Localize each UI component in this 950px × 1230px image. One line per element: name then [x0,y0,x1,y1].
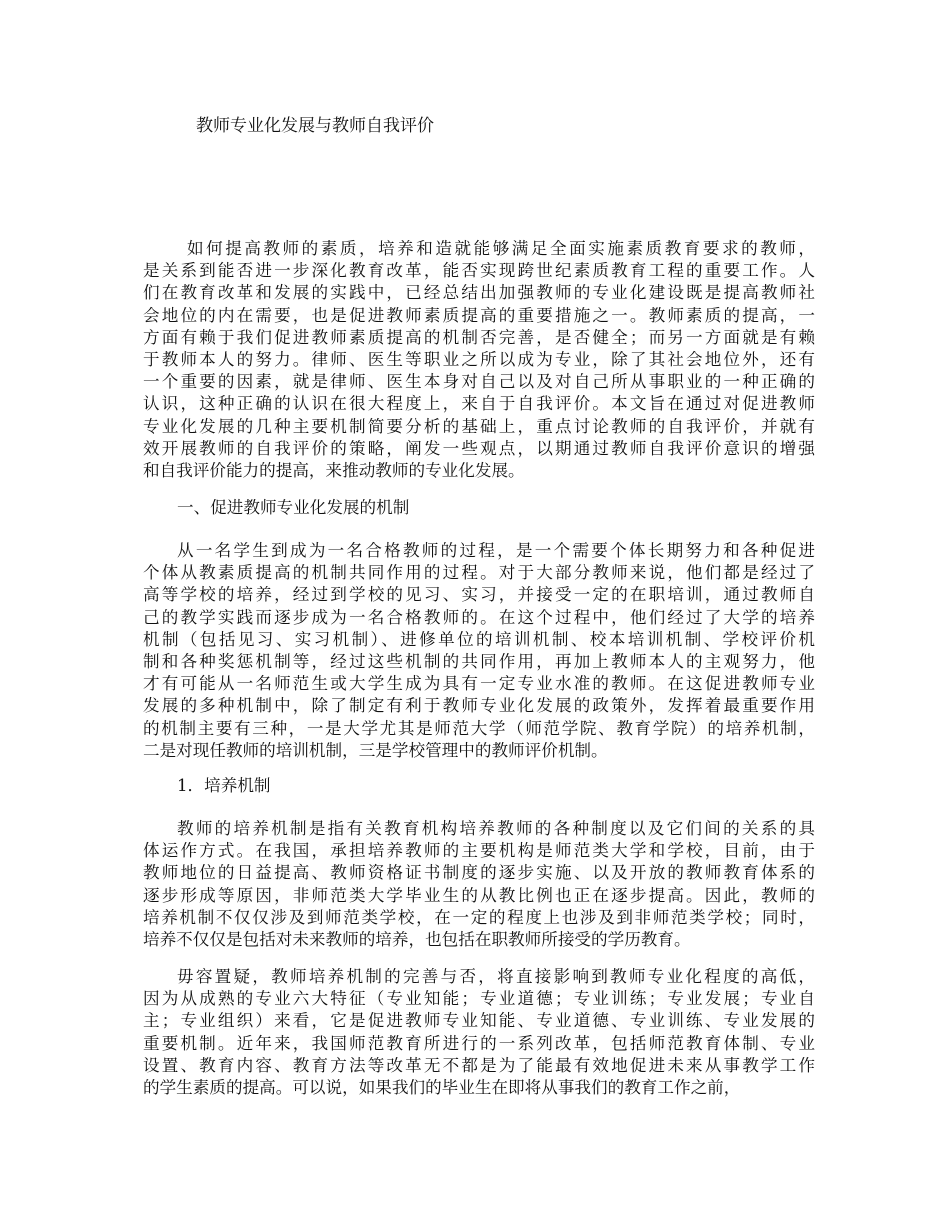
text-line: 效开展教师的自我评价的策略，阐发一些观点，以期通过教师自我评价意识的增强 [143,438,815,458]
text-line: 制和各种奖惩机制等，经过这些机制的共同作用，再加上教师本人的主观努力，他 [143,651,815,671]
text-line: 培养机制不仅仅涉及到师范类学校，在一定的程度上也涉及到非师范类学校；同时， [143,907,815,927]
text-line: 体运作方式。在我国，承担培养教师的主要机构是师范类大学和学校，目前，由于 [143,841,815,861]
text-line: 设置、教育内容、教育方法等改革无不都是为了能最有效地促进未来从事教学工作 [143,1055,815,1075]
text-line: 培养不仅仅是包括对未来教师的培养，也包括在职教师所接受的学历教育。 [143,929,691,949]
text-line: 方面有赖于我们促进教师素质提高的机制否完善，是否健全；而另一方面就是有赖 [143,327,815,347]
text-line: 高等学校的培养，经过到学校的见习、实习，并接受一定的在职培训，通过教师自 [143,585,815,605]
text-line: 专业化发展的几种主要机制简要分析的基础上，重点讨论教师的自我评价，并就有 [143,416,815,436]
intro-paragraph [143,238,815,482]
document-title: 教师专业化发展与教师自我评价 [196,116,434,136]
subsection-heading: 1．培养机制 [177,776,271,795]
text-line: 因为从成熟的专业六大特征（专业知能；专业道德；专业训练；专业发展；专业自 [143,989,815,1009]
text-line: 己的教学实践而逐步成为一名合格教师的。在这个过程中，他们经过了大学的培养 [143,607,815,627]
text-line: 毋容置疑，教师培养机制的完善与否，将直接影响到教师专业化程度的高低， [177,967,815,986]
text-line: 逐步形成等原因，非师范类大学毕业生的从教比例也正在逐步提高。因此，教师的 [143,885,815,905]
text-line: 的机制主要有三种，一是大学尤其是师范大学（师范学院、教育学院）的培养机制， [143,718,815,738]
section-paragraph [143,540,815,762]
text-line: 认识，这种正确的认识在很大程度上，来自于自我评价。本文旨在通过对促进教师 [143,394,815,414]
text-line: 二是对现任教师的培训机制，三是学校管理中的教师评价机制。 [143,740,608,760]
text-line: 的学生素质的提高。可以说，如果我们的毕业生在即将从事我们的教育工作之前， [143,1077,741,1097]
text-line: 教师地位的日益提高、教师资格证书制度的逐步实施、以及开放的教师教育体系的 [143,863,815,883]
text-line: 教师的培养机制是指有关教育机构培养教师的各种制度以及它们间的关系的具 [177,819,815,838]
text-line: 主；专业组织）来看，它是促进教师专业知能、专业道德、专业训练、专业发展的 [143,1011,815,1031]
text-line: 会地位的内在需要，也是促进教师素质提高的重要措施之一。教师素质的提高，一 [143,305,815,325]
text-line: 发展的多种机制中，除了制定有利于教师专业化发展的政策外，发挥着最重要作用 [143,696,815,716]
text-line: 机制（包括见习、实习机制）、进修单位的培训机制、校本培训机制、学校评价机 [143,629,815,649]
text-line: 于教师本人的努力。律师、医生等职业之所以成为专业，除了其社会地位外，还有 [143,349,815,369]
text-line: 个体从教素质提高的机制共同作用的过程。对于大部分教师来说，他们都是经过了 [143,563,815,583]
text-line: 们在教育改革和发展的实践中，已经总结出加强教师的专业化建设既是提高教师社 [143,283,815,303]
text-line: 是关系到能否进一步深化教育改革，能否实现跨世纪素质教育工程的重要工作。人 [143,261,815,281]
text-line: 重要机制。近年来，我国师范教育所进行的一系列改革，包括师范教育体制、专业 [143,1033,815,1053]
subsection-paragraph-2 [143,966,815,1099]
text-line: 一个重要的因素，就是律师、医生本身对自己以及对自己所从事职业的一种正确的 [143,372,815,392]
subsection-paragraph-1 [143,818,815,951]
text-line: 和自我评价能力的提高，来推动教师的专业化发展。 [143,460,525,480]
text-line: 从一名学生到成为一名合格教师的过程，是一个需要个体长期努力和各种促进 [177,541,815,560]
section-heading: 一、促进教师专业化发展的机制 [177,498,410,517]
text-line: 才有可能从一名师范生或大学生成为具有一定专业水准的教师。在这促进教师专业 [143,674,815,694]
text-line: 如何提高教师的素质，培养和造就能够满足全面实施素质教育要求的教师， [187,239,815,258]
